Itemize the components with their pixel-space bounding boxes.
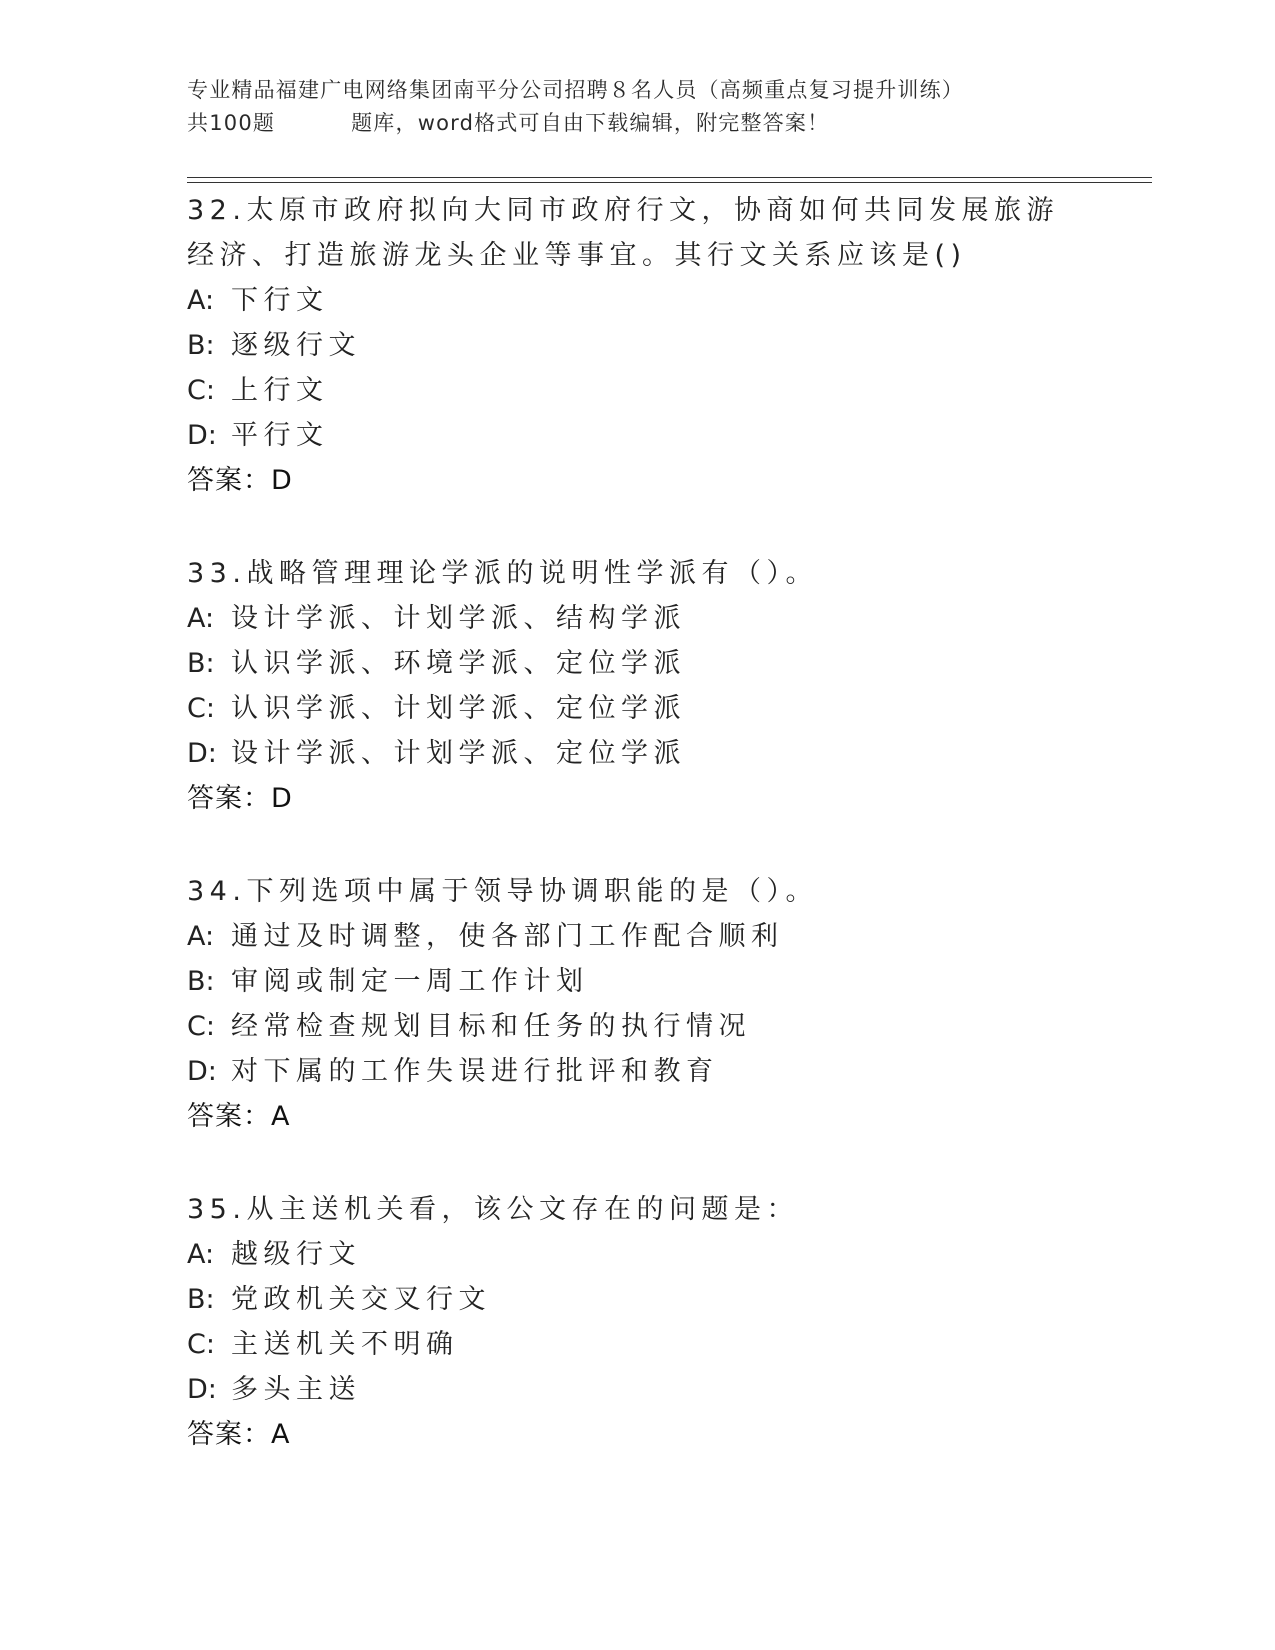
option-c: [187, 368, 1087, 413]
question-32: [187, 188, 1087, 504]
option-b: [187, 1277, 1087, 1322]
option-text: 逐级行文: [231, 330, 361, 361]
option-d: [187, 1367, 1087, 1412]
option-text: 平行文: [231, 420, 329, 451]
option-c: [187, 1322, 1087, 1367]
option-text: 下行文: [231, 285, 329, 316]
header-note: 题库，word格式可自由下载编辑，附完整答案！: [351, 111, 830, 135]
header-divider-bottom: [187, 182, 1152, 183]
option-text: 多头主送: [231, 1374, 361, 1405]
option-d: [187, 1049, 1087, 1094]
answer-line: 答案：A: [187, 1101, 291, 1132]
option-key: D:: [187, 1374, 217, 1405]
option-key: C:: [187, 1011, 215, 1042]
answer-line: 答案：D: [187, 465, 293, 496]
option-text: 审阅或制定一周工作计划: [231, 966, 589, 997]
option-text: 经常检查规划目标和任务的执行情况: [231, 1011, 751, 1042]
option-text: 认识学派、环境学派、定位学派: [231, 648, 686, 679]
option-text: 主送机关不明确: [231, 1329, 459, 1360]
option-text: 认识学派、计划学派、定位学派: [231, 693, 686, 724]
question-text: 32.太原市政府拟向大同市政府行文，协商如何共同发展旅游经济、打造旅游龙头企业等事宜。其行文关系应该是(): [187, 195, 1059, 271]
option-a: [187, 1232, 1087, 1277]
option-text: 设计学派、计划学派、定位学派: [231, 738, 686, 769]
answer-line: 答案：D: [187, 783, 293, 814]
question-33: [187, 551, 1087, 822]
option-key: B:: [187, 648, 215, 679]
option-key: D:: [187, 738, 217, 769]
option-a: [187, 914, 1087, 959]
question-35: [187, 1187, 1087, 1458]
option-c: [187, 1004, 1087, 1049]
option-a: [187, 596, 1087, 641]
option-key: B:: [187, 966, 215, 997]
option-key: A:: [187, 921, 215, 952]
answer-line: 答案：A: [187, 1419, 291, 1450]
option-d: [187, 413, 1087, 458]
option-key: C:: [187, 693, 215, 724]
option-text: 上行文: [231, 375, 329, 406]
question-text: 34.下列选项中属于领导协调职能的是（）。: [187, 876, 818, 907]
option-key: C:: [187, 1329, 215, 1360]
header-subtitle: [187, 107, 1147, 140]
option-b: [187, 323, 1087, 368]
option-key: A:: [187, 1239, 215, 1270]
option-key: B:: [187, 330, 215, 361]
option-text: 党政机关交叉行文: [231, 1284, 491, 1315]
document-header: [187, 74, 1147, 140]
question-text: 33.战略管理理论学派的说明性学派有（）。: [187, 558, 818, 589]
option-text: 越级行文: [231, 1239, 361, 1270]
header-count: 共100题: [187, 111, 276, 135]
option-d: [187, 731, 1087, 776]
option-b: [187, 641, 1087, 686]
option-b: [187, 959, 1087, 1004]
option-key: D:: [187, 1056, 217, 1087]
header-divider-top: [187, 177, 1152, 178]
header-title: 专业精品福建广电网络集团南平分公司招聘８名人员（高频重点复习提升训练）: [187, 78, 964, 102]
option-text: 对下属的工作失误进行批评和教育: [231, 1056, 719, 1087]
option-c: [187, 686, 1087, 731]
option-key: C:: [187, 375, 215, 406]
option-a: [187, 278, 1087, 323]
option-key: B:: [187, 1284, 215, 1315]
option-key: A:: [187, 285, 215, 316]
option-key: A:: [187, 603, 215, 634]
question-text: 35.从主送机关看，该公文存在的问题是：: [187, 1194, 799, 1225]
question-34: [187, 869, 1087, 1140]
option-text: 设计学派、计划学派、结构学派: [231, 603, 686, 634]
option-key: D:: [187, 420, 217, 451]
option-text: 通过及时调整，使各部门工作配合顺利: [231, 921, 784, 952]
